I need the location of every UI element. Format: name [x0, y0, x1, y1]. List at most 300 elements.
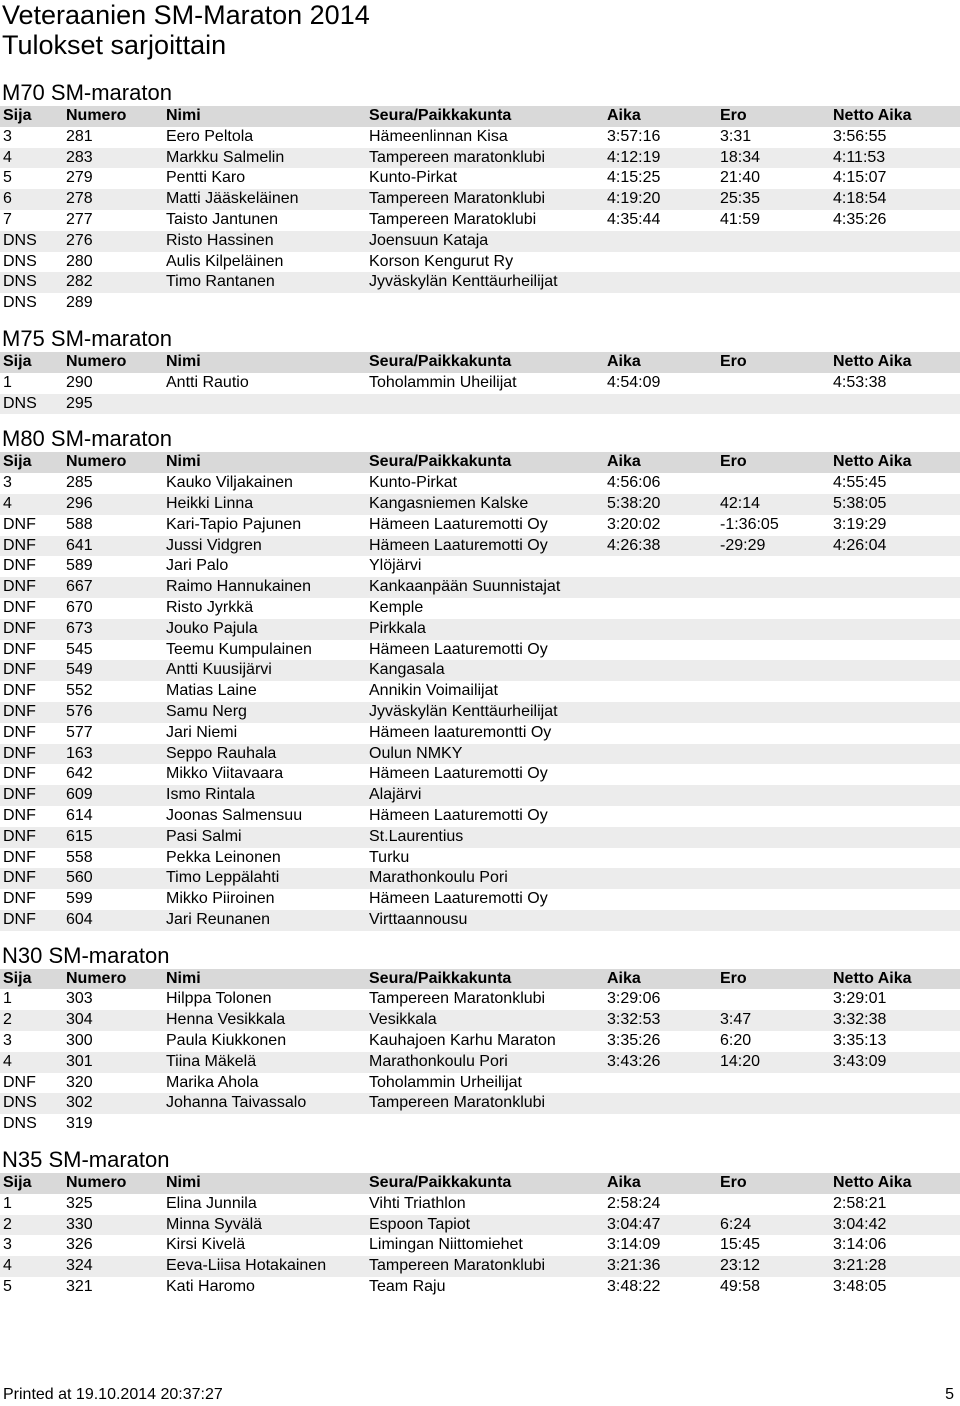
place-cell: DNF — [3, 765, 36, 783]
bib-number-cell: 290 — [66, 373, 93, 391]
club-cell: Hämeen Laaturemotti Oy — [369, 536, 548, 554]
name-cell: Eeva-Liisa Hotakainen — [166, 1257, 327, 1275]
bib-number-cell: 642 — [66, 765, 93, 783]
bib-number-cell: 280 — [66, 252, 93, 270]
header-number: Numero — [66, 453, 127, 471]
net-time-cell: 3:04:42 — [833, 1215, 887, 1233]
section-spacer — [0, 414, 960, 426]
club-cell: Alajärvi — [369, 786, 422, 804]
club-cell: Marathonkoulu Pori — [369, 1052, 508, 1070]
name-cell: Timo Leppälahti — [166, 869, 280, 887]
time-cell: 3:43:26 — [607, 1052, 661, 1070]
net-time-cell: 4:15:07 — [833, 169, 887, 187]
net-time-cell: 3:32:38 — [833, 1011, 887, 1029]
place-cell: 6 — [3, 190, 12, 208]
time-cell: 3:21:36 — [607, 1257, 661, 1275]
place-cell: 3 — [3, 474, 12, 492]
table-row — [0, 1093, 960, 1114]
bib-number-cell: 304 — [66, 1011, 93, 1029]
club-cell: Hämeen laaturemontti Oy — [369, 723, 552, 741]
place-cell: DNF — [3, 806, 36, 824]
header-place: Sija — [3, 107, 32, 124]
place-cell: DNF — [3, 515, 36, 533]
name-cell: Markku Salmelin — [166, 148, 285, 166]
place-cell: DNF — [3, 578, 36, 596]
table-row — [0, 868, 960, 889]
table-row — [0, 889, 960, 910]
club-cell: Pirkkala — [369, 619, 426, 637]
club-cell: Hämeen Laaturemotti Oy — [369, 890, 548, 908]
club-cell: Tampereen Maratonklubi — [369, 990, 546, 1008]
table-row — [0, 168, 960, 189]
page-number: 5 — [945, 1386, 954, 1403]
place-cell: 5 — [3, 1278, 12, 1296]
difference-cell: 21:40 — [720, 169, 761, 187]
header-number: Numero — [66, 352, 127, 370]
place-cell: DNF — [3, 1073, 36, 1091]
net-time-cell: 4:35:26 — [833, 210, 887, 228]
name-cell: Tiina Mäkelä — [166, 1052, 257, 1070]
net-time-cell: 3:48:05 — [833, 1278, 887, 1296]
name-cell: Raimo Hannukainen — [166, 578, 311, 596]
difference-cell: 41:59 — [720, 210, 761, 228]
header-difference: Ero — [720, 1174, 747, 1192]
time-cell: 4:35:44 — [607, 210, 661, 228]
bib-number-cell: 289 — [66, 294, 93, 312]
results-section — [0, 80, 960, 326]
header-club: Seura/Paikkakunta — [369, 1174, 512, 1192]
bib-number-cell: 278 — [66, 190, 93, 208]
name-cell: Jari Niemi — [166, 723, 238, 741]
place-cell: 1 — [3, 373, 12, 391]
place-cell: 4 — [3, 494, 12, 512]
club-cell: Ylöjärvi — [369, 557, 422, 575]
header-time: Aika — [607, 107, 641, 124]
bib-number-cell: 576 — [66, 702, 93, 720]
place-cell: 4 — [3, 1257, 12, 1275]
club-cell: Kunto-Pirkat — [369, 474, 458, 492]
bib-number-cell: 560 — [66, 869, 93, 887]
table-row — [0, 127, 960, 148]
bib-number-cell: 599 — [66, 890, 93, 908]
name-cell: Aulis Kilpeläinen — [166, 252, 284, 270]
place-cell: 2 — [3, 1215, 12, 1233]
time-cell: 5:38:20 — [607, 494, 661, 512]
bib-number-cell: 279 — [66, 169, 93, 187]
club-cell: Kauhajoen Karhu Maraton — [369, 1032, 556, 1050]
place-cell: DNS — [3, 294, 37, 312]
difference-cell: 6:24 — [720, 1215, 752, 1233]
time-cell: 3:29:06 — [607, 990, 661, 1008]
place-cell: 4 — [3, 1052, 12, 1070]
club-cell: Hämeenlinnan Kisa — [369, 127, 508, 145]
header-time: Aika — [607, 969, 641, 987]
club-cell: Joensuun Kataja — [369, 231, 489, 249]
table-row — [0, 556, 960, 577]
results-sections — [0, 80, 960, 1298]
club-cell: Hämeen Laaturemotti Oy — [369, 515, 548, 533]
name-cell: Elina Junnila — [166, 1194, 257, 1212]
name-cell: Ismo Rintala — [166, 786, 255, 804]
table-row — [0, 723, 960, 744]
net-time-cell: 3:43:09 — [833, 1052, 887, 1070]
table-header-row — [0, 352, 960, 373]
place-cell: DNF — [3, 598, 36, 616]
club-cell: Korson Kengurut Ry — [369, 252, 514, 270]
table-row — [0, 806, 960, 827]
table-header-row — [0, 1173, 960, 1194]
name-cell: Paula Kiukkonen — [166, 1032, 287, 1050]
table-row — [0, 640, 960, 661]
header-place: Sija — [3, 969, 32, 987]
time-cell: 3:04:47 — [607, 1215, 661, 1233]
results-section — [0, 1147, 960, 1298]
time-cell: 4:56:06 — [607, 474, 661, 492]
table-row — [0, 473, 960, 494]
results-section — [0, 426, 960, 942]
name-cell: Kari-Tapio Pajunen — [166, 515, 302, 533]
bib-number-cell: 163 — [66, 744, 93, 762]
header-club: Seura/Paikkakunta — [369, 352, 512, 370]
header-difference: Ero — [720, 453, 747, 471]
table-header-row — [0, 969, 960, 990]
net-time-cell: 3:19:29 — [833, 515, 887, 533]
bib-number-cell: 283 — [66, 148, 93, 166]
bib-number-cell: 303 — [66, 990, 93, 1008]
club-cell: Toholammin Urheilijat — [369, 1073, 522, 1091]
place-cell: DNF — [3, 702, 36, 720]
table-row — [0, 1256, 960, 1277]
name-cell: Pentti Karo — [166, 169, 246, 187]
name-cell: Samu Nerg — [166, 702, 247, 720]
club-cell: Oulun NMKY — [369, 744, 463, 762]
net-time-cell: 4:53:38 — [833, 373, 887, 391]
name-cell: Pekka Leinonen — [166, 848, 281, 866]
header-net-time: Netto Aika — [833, 969, 912, 987]
table-row — [0, 231, 960, 252]
net-time-cell: 3:21:28 — [833, 1257, 887, 1275]
bib-number-cell: 302 — [66, 1094, 93, 1112]
bib-number-cell: 296 — [66, 494, 93, 512]
name-cell: Joonas Salmensuu — [166, 806, 303, 824]
time-cell: 4:12:19 — [607, 148, 661, 166]
name-cell: Marika Ahola — [166, 1073, 259, 1091]
difference-cell: 25:35 — [720, 190, 761, 208]
header-net-time: Netto Aika — [833, 1174, 912, 1192]
place-cell: DNF — [3, 682, 36, 700]
net-time-cell: 3:56:55 — [833, 127, 887, 145]
printed-timestamp: Printed at 19.10.2014 20:37:27 — [3, 1386, 223, 1403]
place-cell: DNF — [3, 910, 36, 928]
bib-number-cell: 282 — [66, 273, 93, 291]
name-cell: Minna Syvälä — [166, 1215, 263, 1233]
table-header-row — [0, 452, 960, 473]
table-row — [0, 1114, 960, 1135]
table-row — [0, 515, 960, 536]
place-cell: DNF — [3, 557, 36, 575]
bib-number-cell: 609 — [66, 786, 93, 804]
bib-number-cell: 604 — [66, 910, 93, 928]
bib-number-cell: 614 — [66, 806, 93, 824]
table-row — [0, 577, 960, 598]
place-cell: DNF — [3, 661, 36, 679]
time-cell: 3:32:53 — [607, 1011, 661, 1029]
bib-number-cell: 673 — [66, 619, 93, 637]
bib-number-cell: 285 — [66, 474, 93, 492]
table-row — [0, 1277, 960, 1298]
name-cell: Heikki Linna — [166, 494, 254, 512]
club-cell: Vihti Triathlon — [369, 1194, 466, 1212]
name-cell: Henna Vesikkala — [166, 1011, 286, 1029]
name-cell: Mikko Viitavaara — [166, 765, 284, 783]
place-cell: DNS — [3, 231, 37, 249]
name-cell: Risto Hassinen — [166, 231, 274, 249]
club-cell: Vesikkala — [369, 1011, 437, 1029]
table-row — [0, 1031, 960, 1052]
results-section — [0, 943, 960, 1147]
page-header — [2, 0, 370, 60]
header-name: Nimi — [166, 453, 201, 471]
club-cell: Tampereen Maratonklubi — [369, 1094, 546, 1112]
name-cell: Mikko Piiroinen — [166, 890, 275, 908]
table-row — [0, 619, 960, 640]
place-cell: 4 — [3, 148, 12, 166]
difference-cell: 15:45 — [720, 1236, 761, 1254]
header-number: Numero — [66, 107, 127, 124]
results-section — [0, 326, 960, 426]
place-cell: DNF — [3, 827, 36, 845]
club-cell: Espoon Tapiot — [369, 1215, 471, 1233]
net-time-cell: 4:26:04 — [833, 536, 887, 554]
club-cell: Kangasala — [369, 661, 445, 679]
place-cell: 1 — [3, 990, 12, 1008]
club-cell: Team Raju — [369, 1278, 446, 1296]
bib-number-cell: 577 — [66, 723, 93, 741]
bib-number-cell: 549 — [66, 661, 93, 679]
table-row — [0, 394, 960, 415]
place-cell: DNF — [3, 619, 36, 637]
time-cell: 4:54:09 — [607, 373, 661, 391]
name-cell: Taisto Jantunen — [166, 210, 279, 228]
header-time: Aika — [607, 1174, 641, 1192]
club-cell: St.Laurentius — [369, 827, 464, 845]
header-difference: Ero — [720, 107, 747, 124]
bib-number-cell: 277 — [66, 210, 93, 228]
header-place: Sija — [3, 1174, 32, 1192]
time-cell: 3:57:16 — [607, 127, 661, 145]
page-title: Veteraanien SM-Maraton 2014 — [2, 0, 370, 30]
difference-cell: 42:14 — [720, 494, 761, 512]
place-cell: 2 — [3, 1011, 12, 1029]
club-cell: Annikin Voimailijat — [369, 682, 498, 700]
place-cell: DNF — [3, 723, 36, 741]
bib-number-cell: 588 — [66, 515, 93, 533]
time-cell: 4:26:38 — [607, 536, 661, 554]
bib-number-cell: 301 — [66, 1052, 93, 1070]
place-cell: 1 — [3, 1194, 12, 1212]
table-row — [0, 702, 960, 723]
header-number: Numero — [66, 969, 127, 987]
page-footer — [3, 1385, 954, 1405]
header-name: Nimi — [166, 107, 201, 124]
header-name: Nimi — [166, 969, 201, 987]
name-cell: Kauko Viljakainen — [166, 474, 293, 492]
place-cell: 5 — [3, 169, 12, 187]
place-cell: 3 — [3, 127, 12, 145]
place-cell: DNF — [3, 848, 36, 866]
place-cell: 3 — [3, 1032, 12, 1050]
place-cell: 3 — [3, 1236, 12, 1254]
name-cell: Matias Laine — [166, 682, 257, 700]
difference-cell: 49:58 — [720, 1278, 761, 1296]
header-club: Seura/Paikkakunta — [369, 969, 512, 987]
club-cell: Kunto-Pirkat — [369, 169, 458, 187]
bib-number-cell: 300 — [66, 1032, 93, 1050]
bib-number-cell: 589 — [66, 557, 93, 575]
bib-number-cell: 670 — [66, 598, 93, 616]
club-cell: Hämeen Laaturemotti Oy — [369, 806, 548, 824]
table-row — [0, 744, 960, 765]
net-time-cell: 4:11:53 — [833, 148, 886, 166]
difference-cell: 3:47 — [720, 1011, 752, 1029]
bib-number-cell: 325 — [66, 1194, 93, 1212]
time-cell: 4:15:25 — [607, 169, 661, 187]
difference-cell: 6:20 — [720, 1032, 752, 1050]
club-cell: Turku — [369, 848, 410, 866]
section-title: N35 SM-maraton — [2, 1147, 170, 1173]
section-spacer — [0, 314, 960, 326]
place-cell: DNS — [3, 273, 37, 291]
table-row — [0, 764, 960, 785]
place-cell: DNS — [3, 1115, 37, 1133]
place-cell: DNS — [3, 252, 37, 270]
name-cell: Jari Reunanen — [166, 910, 271, 928]
table-row — [0, 827, 960, 848]
club-cell: Kangasniemen Kalske — [369, 494, 529, 512]
name-cell: Johanna Taivassalo — [166, 1094, 307, 1112]
place-cell: DNF — [3, 640, 36, 658]
club-cell: Tampereen maratonklubi — [369, 148, 546, 166]
table-row — [0, 148, 960, 169]
club-cell: Jyväskylän Kenttäurheilijat — [369, 702, 558, 720]
table-header-row — [0, 106, 960, 127]
club-cell: Hämeen Laaturemotti Oy — [369, 640, 548, 658]
table-row — [0, 1235, 960, 1256]
table-row — [0, 848, 960, 869]
difference-cell: 14:20 — [720, 1052, 761, 1070]
header-place: Sija — [3, 453, 32, 471]
section-title: M80 SM-maraton — [2, 426, 172, 452]
table-row — [0, 373, 960, 394]
header-difference: Ero — [720, 969, 747, 987]
table-row — [0, 1194, 960, 1215]
place-cell: DNF — [3, 536, 36, 554]
bib-number-cell: 615 — [66, 827, 93, 845]
header-time: Aika — [607, 453, 641, 471]
time-cell: 4:19:20 — [607, 190, 661, 208]
header-net-time: Netto Aika — [833, 453, 912, 471]
header-difference: Ero — [720, 352, 747, 370]
net-time-cell: 3:35:13 — [833, 1032, 887, 1050]
header-place: Sija — [3, 352, 32, 370]
bib-number-cell: 558 — [66, 848, 93, 866]
table-row — [0, 598, 960, 619]
net-time-cell: 2:58:21 — [833, 1194, 887, 1212]
bib-number-cell: 320 — [66, 1073, 93, 1091]
difference-cell: 23:12 — [720, 1257, 761, 1275]
place-cell: DNF — [3, 744, 36, 762]
difference-cell: 18:34 — [720, 148, 761, 166]
table-row — [0, 989, 960, 1010]
name-cell: Seppo Rauhala — [166, 744, 277, 762]
net-time-cell: 4:55:45 — [833, 474, 887, 492]
place-cell: DNS — [3, 394, 37, 412]
net-time-cell: 3:29:01 — [833, 990, 887, 1008]
time-cell: 2:58:24 — [607, 1194, 661, 1212]
table-row — [0, 210, 960, 231]
bib-number-cell: 641 — [66, 536, 93, 554]
place-cell: DNF — [3, 890, 36, 908]
bib-number-cell: 330 — [66, 1215, 93, 1233]
difference-cell: -1:36:05 — [720, 515, 779, 533]
time-cell: 3:14:09 — [607, 1236, 661, 1254]
table-row — [0, 252, 960, 273]
table-row — [0, 1052, 960, 1073]
section-title: M70 SM-maraton — [2, 80, 172, 105]
club-cell: Toholammin Uheilijat — [369, 373, 517, 391]
bib-number-cell: 552 — [66, 682, 93, 700]
table-row — [0, 1010, 960, 1031]
table-row — [0, 293, 960, 314]
place-cell: DNF — [3, 869, 36, 887]
table-row — [0, 272, 960, 293]
header-name: Nimi — [166, 1174, 201, 1192]
header-number: Numero — [66, 1174, 127, 1192]
name-cell: Kati Haromo — [166, 1278, 255, 1296]
difference-cell: -29:29 — [720, 536, 766, 554]
club-cell: Marathonkoulu Pori — [369, 869, 508, 887]
name-cell: Antti Rautio — [166, 373, 249, 391]
bib-number-cell: 667 — [66, 578, 93, 596]
club-cell: Virttaannousu — [369, 910, 468, 928]
place-cell: DNS — [3, 1094, 37, 1112]
table-row — [0, 910, 960, 931]
table-row — [0, 660, 960, 681]
bib-number-cell: 319 — [66, 1115, 93, 1133]
table-row — [0, 1215, 960, 1236]
name-cell: Kirsi Kivelä — [166, 1236, 246, 1254]
header-name: Nimi — [166, 352, 201, 370]
place-cell: DNF — [3, 786, 36, 804]
name-cell: Pasi Salmi — [166, 827, 242, 845]
club-cell: Kankaanpään Suunnistajat — [369, 578, 561, 596]
net-time-cell: 5:38:05 — [833, 494, 887, 512]
net-time-cell: 3:14:06 — [833, 1236, 887, 1254]
bib-number-cell: 545 — [66, 640, 93, 658]
time-cell: 3:48:22 — [607, 1278, 661, 1296]
difference-cell: 3:31 — [720, 127, 752, 145]
bib-number-cell: 281 — [66, 127, 93, 145]
name-cell: Hilppa Tolonen — [166, 990, 272, 1008]
club-cell: Limingan Niittomiehet — [369, 1236, 523, 1254]
name-cell: Risto Jyrkkä — [166, 598, 254, 616]
section-spacer — [0, 931, 960, 943]
bib-number-cell: 326 — [66, 1236, 93, 1254]
club-cell: Kemple — [369, 598, 424, 616]
bib-number-cell: 324 — [66, 1257, 93, 1275]
header-time: Aika — [607, 352, 641, 370]
place-cell: 7 — [3, 210, 12, 228]
